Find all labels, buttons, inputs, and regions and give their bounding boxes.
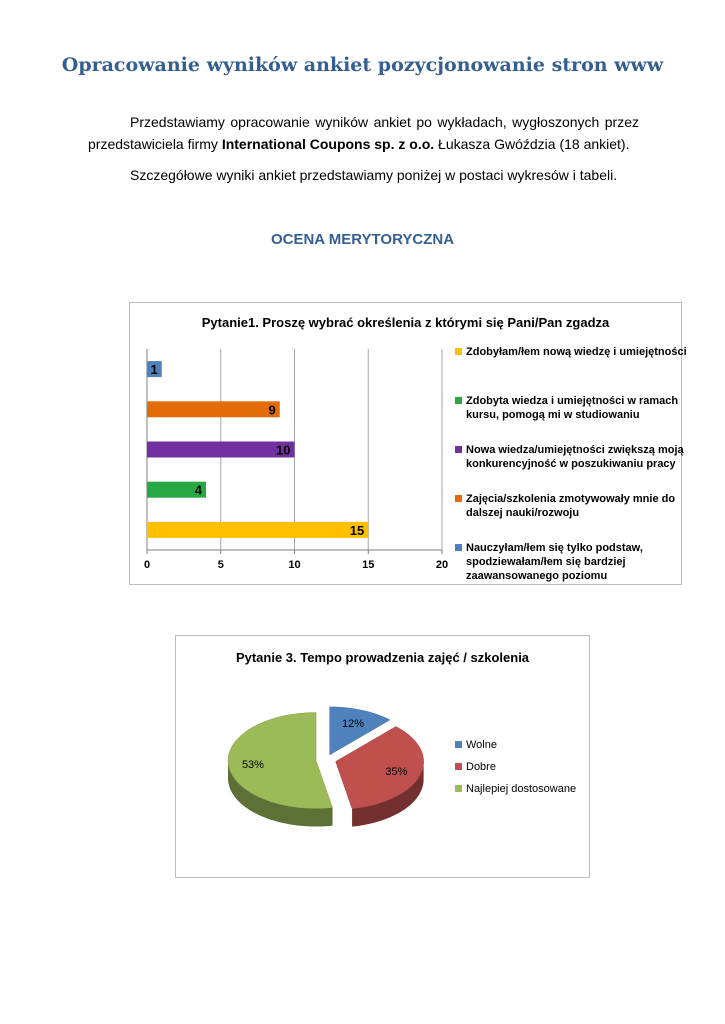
x-tick-label: 0 bbox=[143, 559, 151, 571]
intro-paragraph bbox=[88, 111, 639, 155]
legend-swatch bbox=[455, 544, 462, 551]
bar bbox=[147, 522, 368, 538]
legend-entry: Wolne bbox=[466, 739, 497, 751]
bar-data-label: 10 bbox=[276, 442, 291, 458]
x-tick-label: 5 bbox=[217, 559, 224, 571]
pie-chart-canvas bbox=[176, 636, 591, 879]
x-tick-label: 20 bbox=[435, 559, 449, 571]
bar-chart-canvas bbox=[130, 303, 687, 586]
intro-line-1: Przedstawiamy opracowanie wyników ankiet po wykładach, wygłoszonych przez bbox=[130, 114, 639, 130]
bar-data-label: 9 bbox=[268, 402, 276, 418]
bar-data-label: 4 bbox=[194, 482, 202, 498]
x-tick-label: 15 bbox=[362, 559, 375, 571]
bar-chart-title: Pytanie1. Proszę wybrać określenia z którymi się Pani/Pan zgadza bbox=[201, 315, 610, 330]
legend-entry: Dobre bbox=[466, 761, 496, 773]
legend-entry: Zdobyłam/łem nową wiedzę i umiejętności bbox=[466, 346, 687, 358]
bar-data-label: 15 bbox=[349, 522, 365, 538]
legend-swatch bbox=[455, 763, 462, 770]
details-paragraph: Szczegółowe wyniki ankiet przedstawiamy poniżej w postaci wykresów i tabeli. bbox=[130, 167, 618, 183]
intro-line-2-prefix: przedstawiciela firmy bbox=[88, 136, 222, 152]
bar bbox=[147, 401, 280, 417]
pie-chart-title: Pytanie 3. Tempo prowadzenia zajęć / szkolenia bbox=[235, 650, 530, 665]
legend-swatch bbox=[455, 348, 462, 355]
pie-data-label: 35% bbox=[385, 766, 408, 779]
pie-chart-question-3 bbox=[175, 635, 590, 878]
legend-swatch bbox=[455, 495, 462, 502]
pie-data-label: 53% bbox=[241, 758, 264, 771]
intro-line-2-suffix: Łukasza Gwóździa (18 ankiet). bbox=[434, 136, 630, 152]
legend-swatch bbox=[455, 397, 462, 404]
bar bbox=[147, 442, 295, 458]
pie-data-label: 12% bbox=[341, 717, 365, 730]
bar-data-label: 1 bbox=[150, 362, 158, 378]
legend-swatch bbox=[455, 446, 462, 453]
legend-swatch bbox=[455, 741, 462, 748]
legend-entry: Zajęcia/szkolenia zmotywowały mnie do dalszej nauki/rozwoju bbox=[466, 493, 676, 519]
bar-chart-question-1 bbox=[129, 302, 687, 585]
legend-entry: Najlepiej dostosowane bbox=[466, 783, 577, 795]
legend-entry: Nowa wiedza/umiejętności zwiększą moją konkurencyjność w poszukiwaniu pracy bbox=[466, 444, 684, 470]
company-name: International Coupons sp. z o.o. bbox=[221, 136, 435, 152]
legend-entry: Zdobyta wiedza i umiejętności w ramach kursu, pomogą mi w studiowaniu bbox=[466, 395, 679, 421]
section-title: OCENA MERYTORYCZNA bbox=[270, 231, 455, 248]
x-tick-label: 10 bbox=[288, 559, 301, 571]
legend-swatch bbox=[455, 785, 462, 792]
legend-entry: Nauczyłam/łem się tylko podstaw, spodziewałam/łem się bardziej zaawansowanego poziomu bbox=[466, 542, 643, 582]
page-title: Opracowanie wyników ankiet pozycjonowanie stron www bbox=[61, 54, 664, 76]
